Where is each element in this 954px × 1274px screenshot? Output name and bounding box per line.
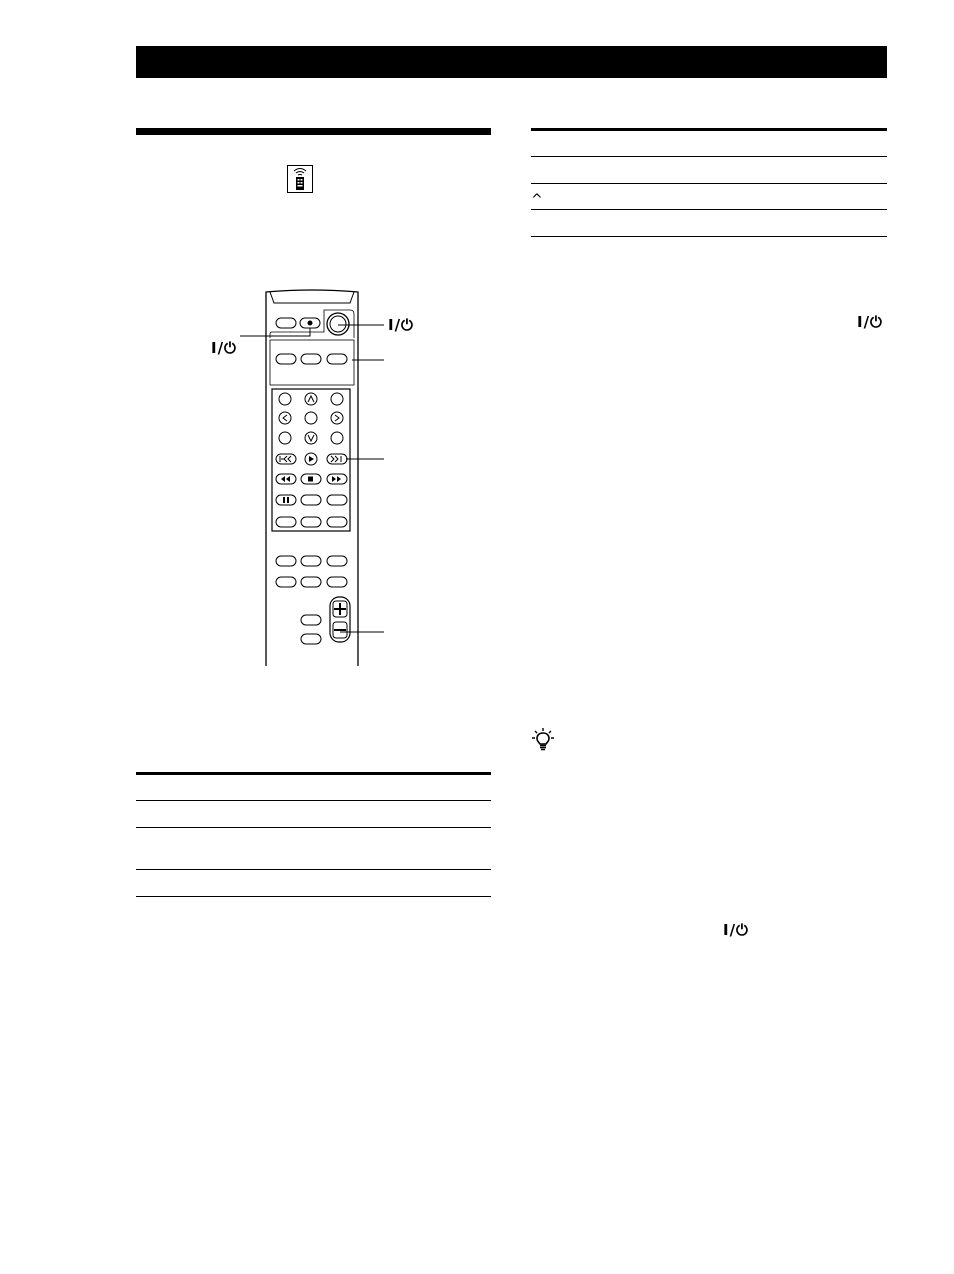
left-table-row-divider — [136, 800, 491, 801]
power-label-text: I/⏻ — [857, 313, 883, 331]
right-table-top-rule — [531, 128, 887, 131]
right-table-row-divider — [531, 156, 887, 157]
remote-commander-icon — [287, 165, 313, 193]
tip-lightbulb-icon — [531, 727, 555, 753]
left-table-row-divider — [136, 869, 491, 870]
left-section-rule — [136, 128, 491, 135]
power-label-tip: I/⏻ — [723, 921, 749, 939]
right-table-row-divider — [531, 183, 887, 184]
left-table-bottom-rule — [136, 896, 491, 897]
left-table-top-rule — [136, 772, 491, 775]
left-table-row-divider — [136, 827, 491, 828]
caret-symbol: ^ — [531, 192, 543, 208]
right-table-row-divider — [531, 209, 887, 210]
right-table-bottom-rule — [531, 236, 887, 237]
power-label-right: I/⏻ — [388, 316, 414, 334]
remote-control-diagram — [262, 288, 362, 666]
header-bar — [136, 46, 887, 78]
power-label-left: I/⏻ — [211, 339, 237, 357]
